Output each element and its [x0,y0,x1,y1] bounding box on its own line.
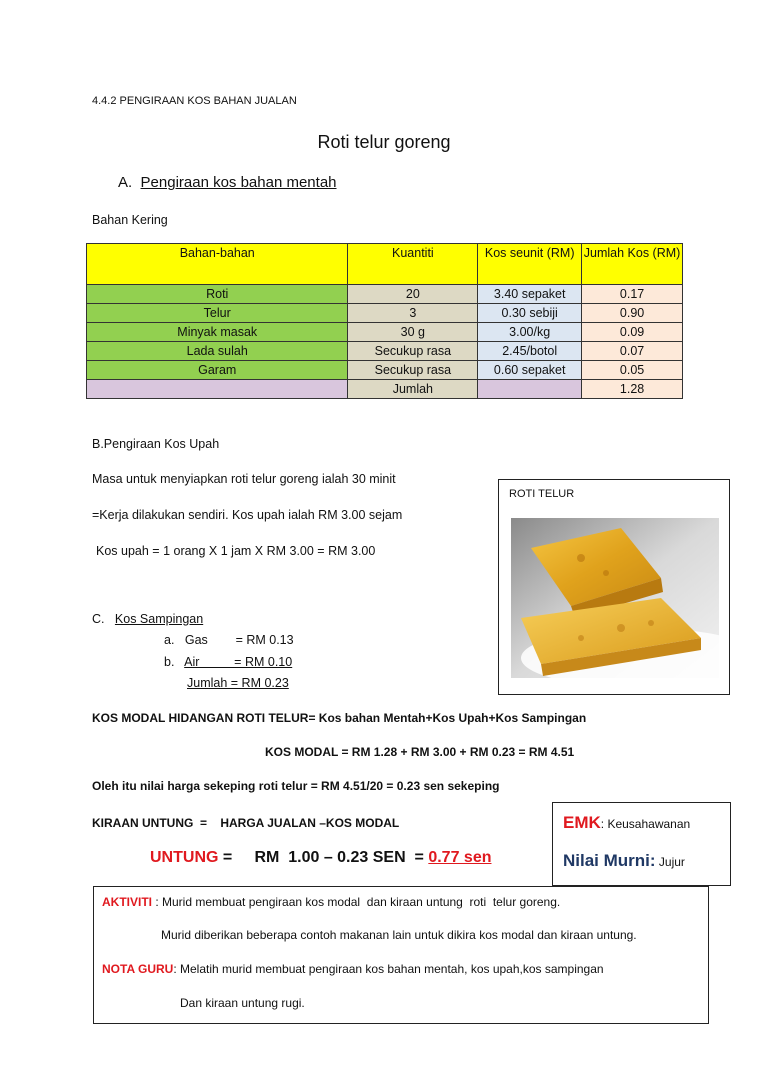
cell-item: Garam [87,361,348,380]
cell-empty [87,380,348,399]
aktiviti-line [102,895,560,909]
untung-label: UNTUNG [150,849,219,866]
harga-sekeping: Oleh itu nilai harga sekeping roti telur = RM 4.51/20 = 0.23 sen sekeping [92,779,500,793]
subheading-a-letter: A. [118,174,133,191]
table-row [87,342,683,361]
cell-total: 0.09 [582,323,683,342]
cell-item: Telur [87,304,348,323]
header-bahan: Bahan-bahan [87,244,348,285]
masa-text: Masa untuk menyiapkan roti telur goreng ialah 30 minit [92,472,396,486]
table-row [87,323,683,342]
kerja-text: =Kerja dilakukan sendiri. Kos upah ialah RM 3.00 sejam [92,508,403,522]
table-row [87,285,683,304]
kos-modal-formula: KOS MODAL HIDANGAN ROTI TELUR= Kos bahan Mentah+Kos Upah+Kos Sampingan [92,711,587,725]
cell-total: 0.07 [582,342,683,361]
cell-qty: Secukup rasa [348,361,478,380]
list-item [164,655,292,669]
sum-label: Jumlah [348,380,478,399]
item-text: Gas = RM 0.13 [184,633,294,647]
cell-total: 0.17 [582,285,683,304]
cell-qty: 3 [348,304,478,323]
table-sum-row [87,380,683,399]
cell-unit: 0.30 sebiji [478,304,582,323]
item-letter: a. [164,633,175,647]
aktiviti-box [93,886,709,1024]
cell-total: 0.90 [582,304,683,323]
cell-qty: 20 [348,285,478,304]
untung-result: 0.77 sen [428,849,492,866]
kiraan-untung: KIRAAN UNTUNG = HARGA JUALAN –KOS MODAL [92,816,400,830]
cell-unit: 3.00/kg [478,323,582,342]
aktiviti-key: AKTIVITI [102,895,152,909]
subheading-a [118,174,337,191]
nota-guru-key: NOTA GURU [102,962,174,976]
nilai-line [563,851,685,871]
kos-upah-text: Kos upah = 1 orang X 1 jam X RM 3.00 = RM 3.00 [96,544,376,558]
cell-unit: 2.45/botol [478,342,582,361]
cell-qty: 30 g [348,323,478,342]
cell-unit: 3.40 sepaket [478,285,582,304]
nota-guru-text: : Melatih murid membuat pengiraan kos bahan mentah, kos upah,kos sampingan [173,962,604,976]
emk-key: EMK [563,813,601,832]
section-b-heading: B.Pengiraan Kos Upah [92,437,220,451]
nilai-value: Jujur [655,855,685,869]
sum-total: 1.28 [582,380,683,399]
roti-telur-photo [511,518,719,678]
table-row [87,304,683,323]
page-title: Roti telur goreng [317,132,451,152]
item-letter: b. [164,655,175,669]
section-c-title: Kos Sampingan [114,612,204,626]
section-heading: 4.4.2 PENGIRAAN KOS BAHAN JUALAN [92,95,297,107]
header-jumlah-kos: Jumlah Kos (RM) [582,244,683,285]
subheading-a-text: Pengiraan kos bahan mentah [140,174,337,191]
cell-empty [478,380,582,399]
aktiviti-line-2: Murid diberikan beberapa contoh makanan lain untuk dikira kos modal dan kiraan untung. [161,928,637,942]
nota-guru-line [102,962,604,976]
photo-box [498,479,730,695]
emk-value: : Keusahawanan [600,817,691,831]
cost-table [86,243,683,399]
header-kos-seunit: Kos seunit (RM) [478,244,582,285]
list-item [164,633,294,647]
untung-eq: = RM 1.00 – 0.23 SEN = [218,849,429,866]
cell-item: Roti [87,285,348,304]
bahan-kering-label: Bahan Kering [92,213,168,227]
header-kuantiti: Kuantiti [348,244,478,285]
kos-modal-calc: KOS MODAL = RM 1.28 + RM 3.00 + RM 0.23 = RM 4.51 [265,745,575,759]
cell-unit: 0.60 sepaket [478,361,582,380]
table-header-row [87,244,683,285]
emk-line [563,813,690,833]
section-c-letter: C. [92,612,105,626]
cell-total: 0.05 [582,361,683,380]
item-text: Air = RM 0.10 [184,655,293,669]
nilai-key: Nilai Murni: [563,851,656,870]
aktiviti-text: : Murid membuat pengiraan kos modal dan kiraan untung roti telur goreng. [152,895,561,909]
untung-line [150,849,491,867]
section-c-heading [92,612,203,626]
kos-sampingan-jumlah: Jumlah = RM 0.23 [187,676,289,690]
cell-item: Minyak masak [87,323,348,342]
table-row [87,361,683,380]
cell-item: Lada sulah [87,342,348,361]
photo-label: ROTI TELUR [509,488,575,500]
nota-guru-line-2: Dan kiraan untung rugi. [180,996,305,1010]
emk-box [552,802,731,886]
cell-qty: Secukup rasa [348,342,478,361]
